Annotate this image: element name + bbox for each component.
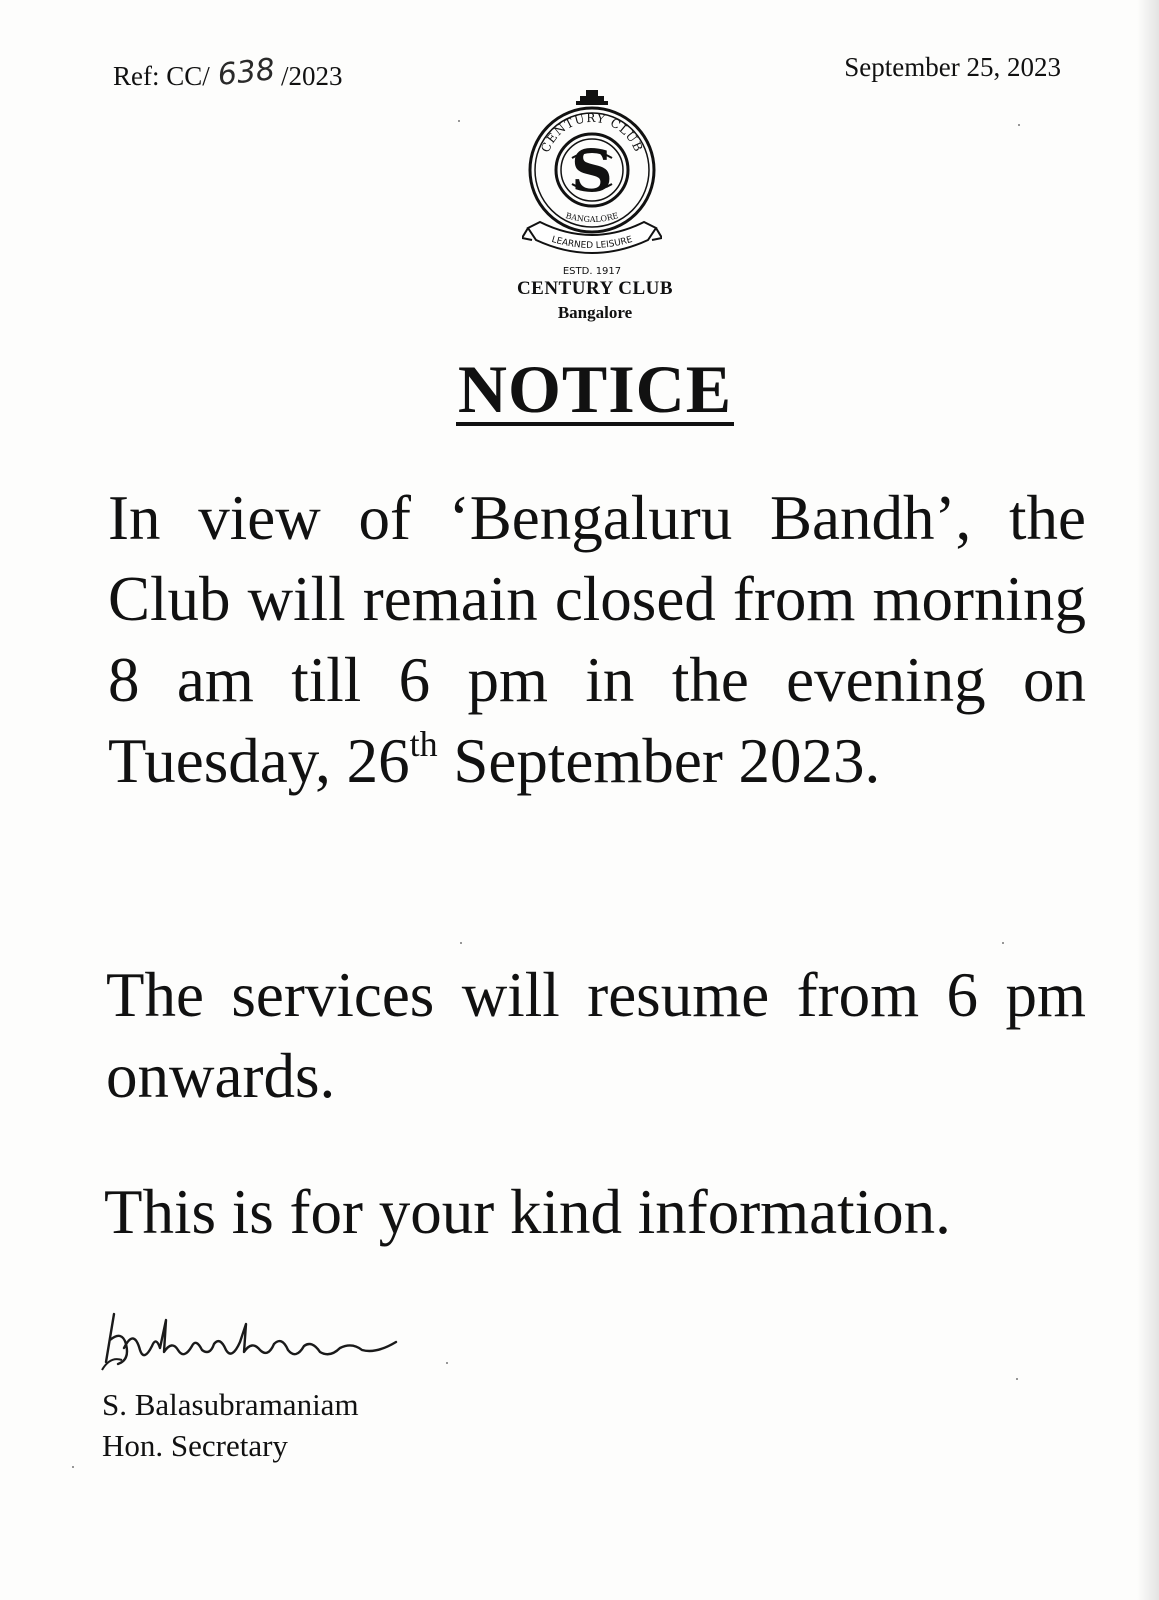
century-club-logo-icon	[522, 88, 662, 278]
logo-inner-banner-text: BANGALORE	[564, 211, 620, 225]
logo-top-arc-text: CENTURY CLUB	[538, 110, 646, 155]
logo-motto-text: LEARNED LEISURE	[550, 234, 634, 252]
ref-prefix: Ref: CC/	[113, 61, 210, 91]
ref-suffix: /2023	[281, 61, 343, 91]
closure-text: In view of ‘Bengaluru Bandh’, the Club will remain closed from morning 8 am till 6 pm in the evening on Tuesday, 26	[108, 483, 1086, 796]
notice-paragraph-resume: The services will resume from 6 pm onwards.	[106, 960, 1086, 1111]
notice-title	[0, 350, 1159, 429]
paper-speck	[458, 120, 460, 122]
notice-title-text: NOTICE	[457, 351, 733, 427]
paper-speck	[1002, 942, 1004, 944]
notice-paragraph-closure	[108, 478, 1086, 802]
svg-text:S: S	[571, 137, 613, 205]
paper-speck	[460, 942, 462, 944]
club-name: CENTURY CLUB	[516, 278, 674, 299]
logo-established-text: ESTD. 1917	[562, 266, 622, 277]
notice-date: September 25, 2023	[844, 52, 1061, 82]
paper-speck	[446, 1362, 448, 1364]
notice-paragraph-info: This is for your kind information.	[104, 1177, 951, 1247]
closure-text-end: September 2023.	[437, 726, 881, 796]
paper-speck	[1016, 1378, 1018, 1380]
signature-icon	[100, 1300, 420, 1380]
signatory-title: Hon. Secretary	[102, 1428, 288, 1463]
signatory-block	[102, 1384, 359, 1466]
ref-number-handwritten: 638	[215, 52, 277, 93]
paper-speck	[1018, 124, 1020, 126]
club-city: Bangalore	[557, 303, 633, 322]
date-ordinal-suffix: th	[409, 724, 438, 764]
signatory-name: S. Balasubramaniam	[102, 1387, 359, 1422]
svg-text:BANGALORE	[565, 211, 620, 224]
paper-speck	[72, 1466, 74, 1468]
reference-number	[113, 52, 343, 93]
page-edge-shadow	[1137, 0, 1159, 1600]
